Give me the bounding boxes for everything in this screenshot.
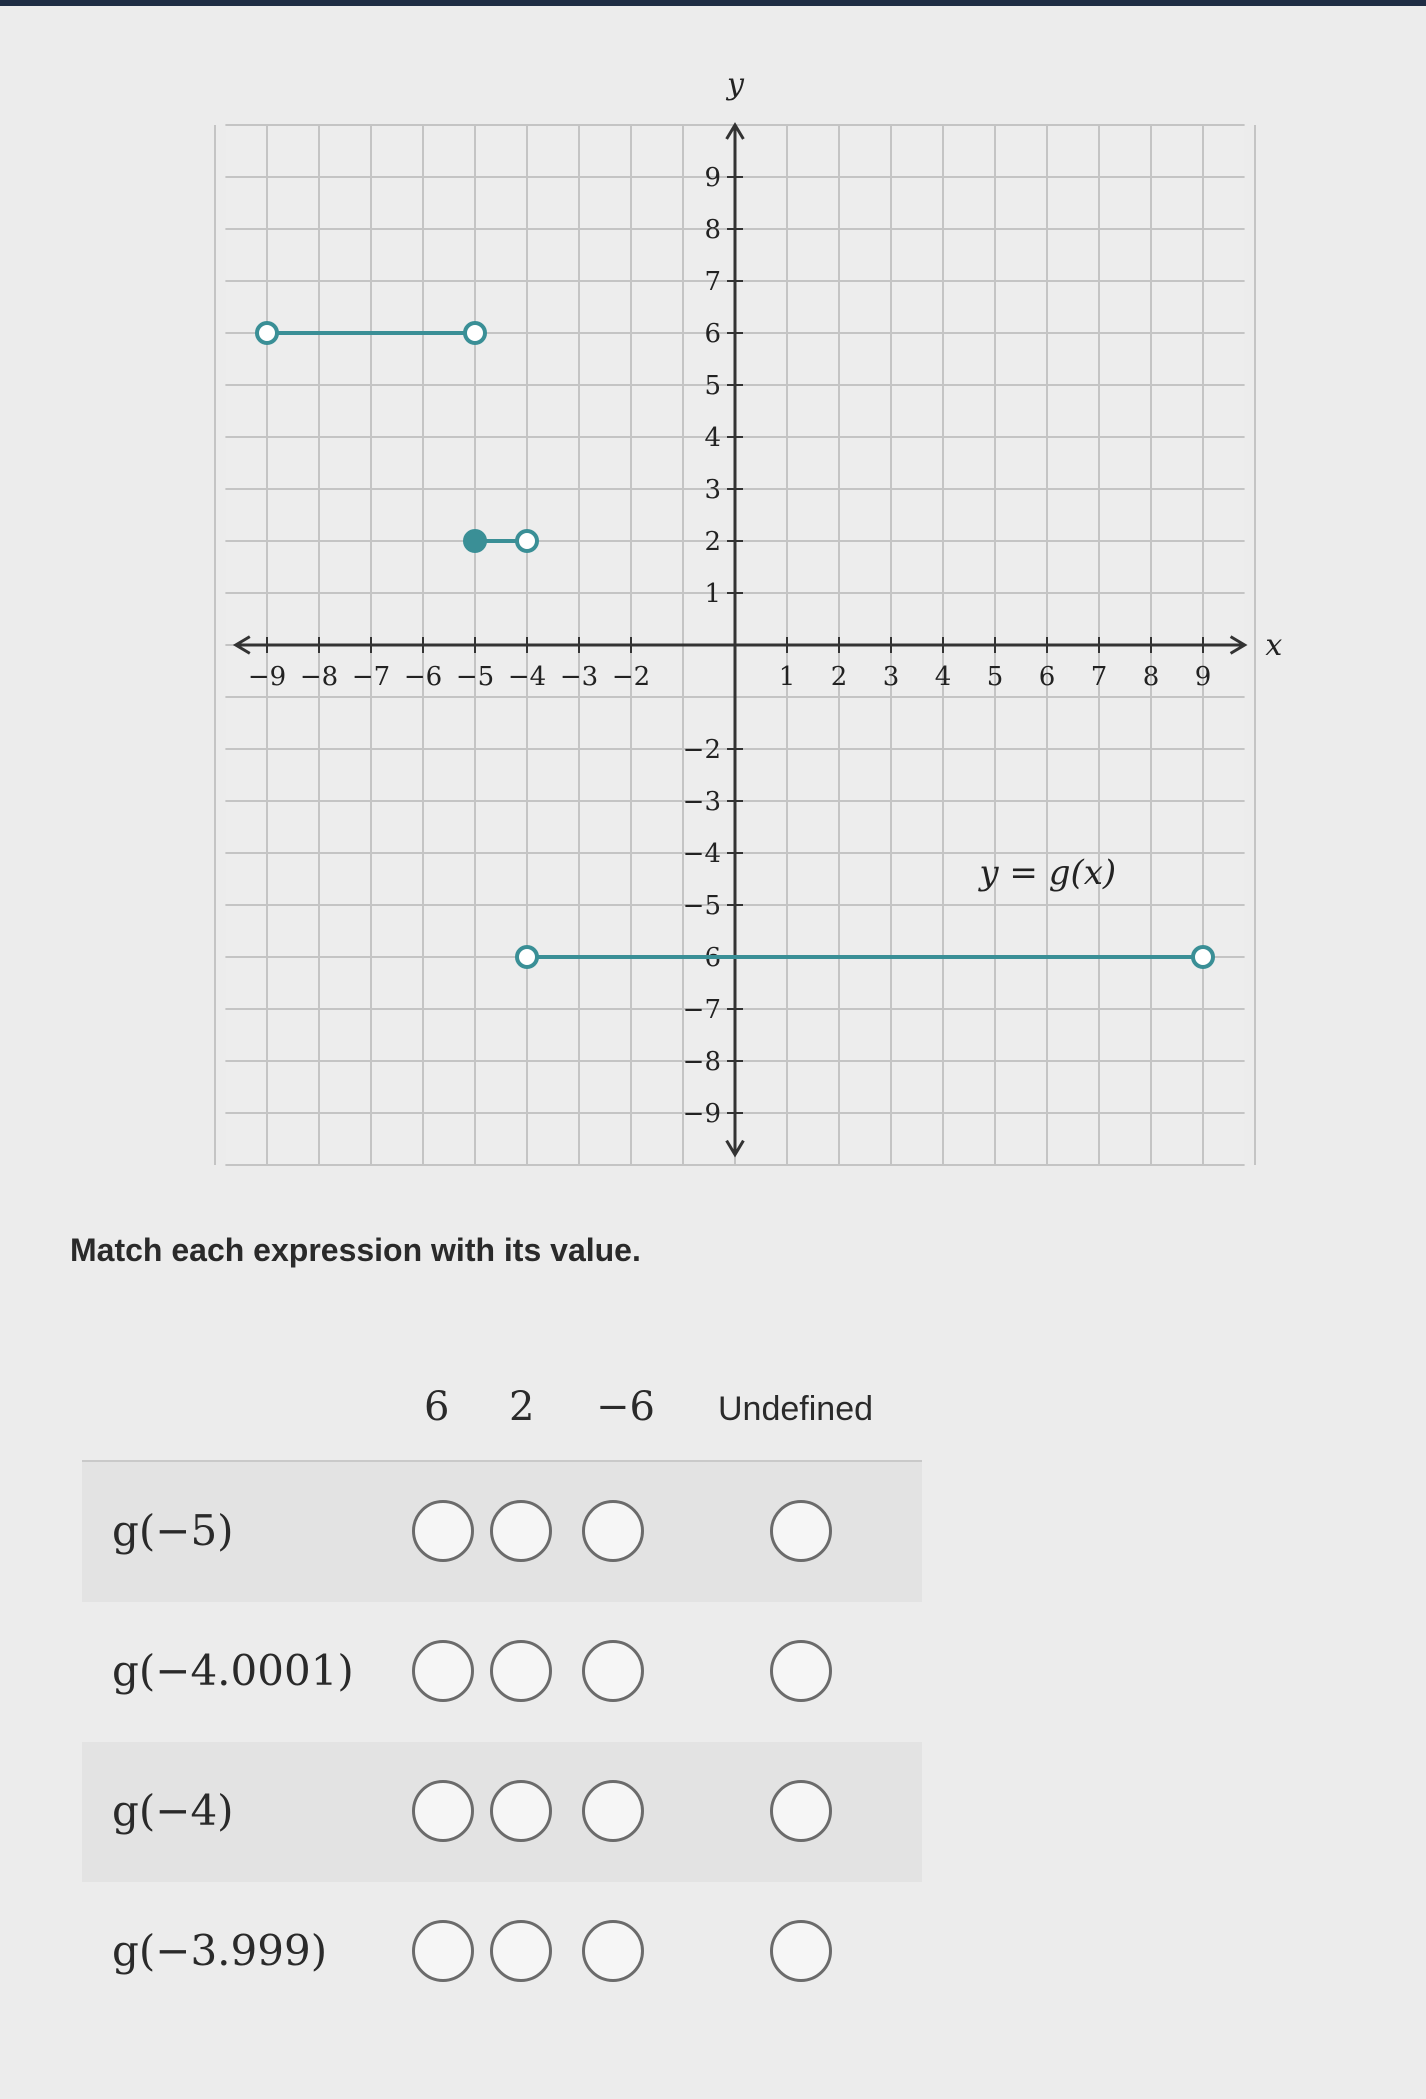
x-tick-label: −4: [507, 662, 547, 692]
x-tick-label: 9: [1194, 662, 1212, 692]
answer-radio[interactable]: [770, 1920, 832, 1982]
matching-matrix: [82, 1370, 922, 2022]
expression-label: g(−3.999): [112, 1926, 328, 1975]
y-tick-label: 3: [704, 475, 721, 505]
x-axis-label: x: [1265, 628, 1283, 663]
y-tick-label: −4: [682, 839, 721, 869]
answer-radio[interactable]: [770, 1640, 832, 1702]
x-tick-label: 6: [1038, 662, 1056, 692]
matrix-row: [82, 1462, 922, 1602]
answer-radio[interactable]: [412, 1640, 474, 1702]
y-tick-label: 7: [704, 267, 721, 297]
y-tick-label: −8: [682, 1047, 721, 1077]
top-bar: [0, 0, 1426, 6]
y-tick-label: 8: [704, 215, 721, 245]
closed-endpoint: [465, 531, 485, 551]
matrix-row: [82, 1742, 922, 1882]
x-tick-label: −5: [455, 662, 495, 692]
function-graph: [180, 45, 1320, 1195]
answer-radio[interactable]: [412, 1500, 474, 1562]
y-tick-label: 9: [704, 163, 721, 193]
x-tick-label: 7: [1090, 662, 1108, 692]
answer-radio[interactable]: [582, 1920, 644, 1982]
x-tick-label: 3: [882, 662, 900, 692]
y-tick-label: −9: [682, 1099, 721, 1129]
function-label: y = g(x): [979, 853, 1117, 894]
y-tick-label: −7: [682, 995, 721, 1025]
x-tick-label: 2: [830, 662, 848, 692]
x-tick-label: −7: [351, 662, 391, 692]
x-tick-label: −3: [559, 662, 599, 692]
x-tick-label: 5: [986, 662, 1004, 692]
expression-label: g(−5): [112, 1506, 234, 1555]
answer-radio[interactable]: [490, 1920, 552, 1982]
y-tick-label: −6: [682, 943, 721, 973]
x-tick-label: −9: [247, 662, 287, 692]
matrix-row: [82, 1602, 922, 1742]
y-tick-label: −5: [682, 891, 721, 921]
y-tick-label: 1: [704, 579, 721, 609]
open-endpoint: [1193, 947, 1213, 967]
open-endpoint: [517, 947, 537, 967]
answer-radio[interactable]: [490, 1640, 552, 1702]
open-endpoint: [257, 323, 277, 343]
y-tick-label: −3: [682, 787, 721, 817]
expression-label: g(−4): [112, 1786, 234, 1835]
answer-radio[interactable]: [412, 1920, 474, 1982]
answer-radio[interactable]: [770, 1500, 832, 1562]
column-header: Undefined: [718, 1390, 874, 1428]
column-header: 2: [509, 1384, 535, 1430]
answer-radio[interactable]: [770, 1780, 832, 1842]
x-tick-label: −2: [611, 662, 651, 692]
y-tick-label: 5: [704, 371, 721, 401]
answer-radio[interactable]: [490, 1500, 552, 1562]
y-tick-label: −2: [682, 735, 721, 765]
question-prompt: Match each expression with its value.: [70, 1232, 641, 1268]
open-endpoint: [465, 323, 485, 343]
x-tick-label: 1: [778, 662, 796, 692]
matrix-row: [82, 1882, 922, 2022]
x-tick-label: 8: [1142, 662, 1160, 692]
column-header: −6: [596, 1384, 655, 1430]
y-tick-label: 4: [704, 423, 721, 453]
column-header: 6: [424, 1384, 450, 1430]
x-tick-label: −6: [403, 662, 443, 692]
matrix-header: [82, 1370, 922, 1462]
x-tick-label: −8: [299, 662, 339, 692]
answer-radio[interactable]: [490, 1780, 552, 1842]
y-tick-label: 6: [704, 319, 721, 349]
open-endpoint: [517, 531, 537, 551]
expression-label: g(−4.0001): [112, 1646, 354, 1695]
answer-radio[interactable]: [582, 1780, 644, 1842]
answer-radio[interactable]: [412, 1780, 474, 1842]
y-tick-label: 2: [704, 527, 721, 557]
answer-radio[interactable]: [582, 1500, 644, 1562]
answer-radio[interactable]: [582, 1640, 644, 1702]
y-axis-label: y: [727, 66, 744, 102]
x-tick-label: 4: [934, 662, 952, 692]
